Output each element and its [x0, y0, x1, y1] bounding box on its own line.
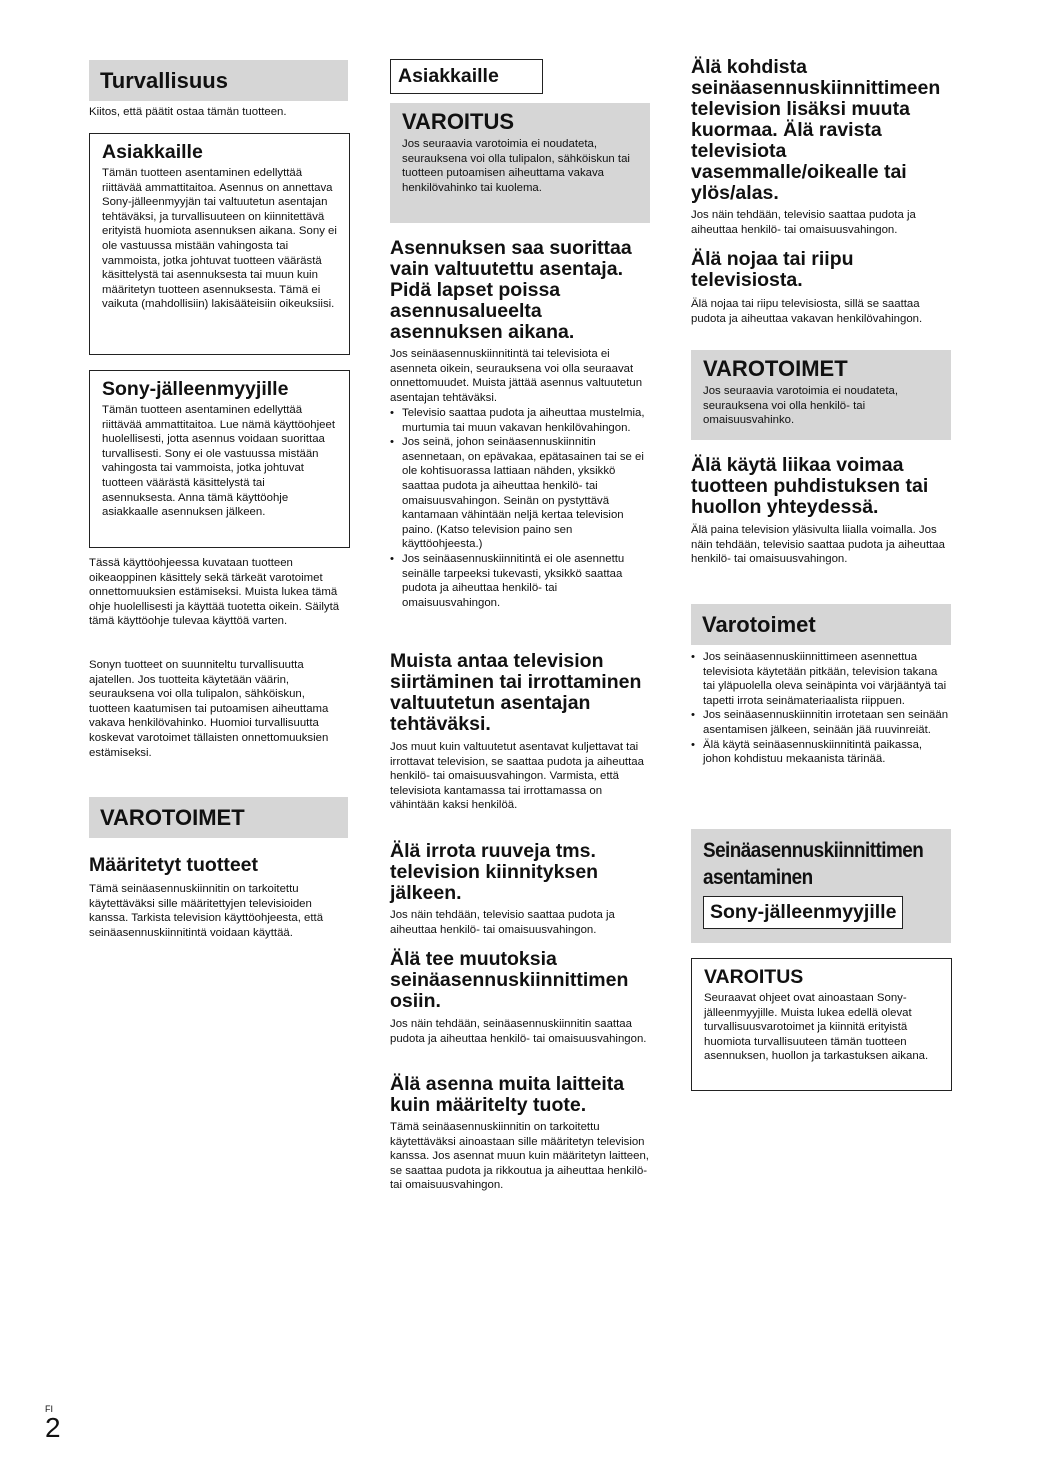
varotoimet-box [691, 350, 951, 440]
varoitus-box-title: VAROITUS [402, 109, 515, 134]
voimaa-heading: Älä käytä liikaa voimaa tuotteen puhdistuksen tai huollon yhteydessä. [691, 454, 929, 518]
sony-box-title: Sony-jälleenmyyjille [102, 378, 289, 400]
asennus-text: Jos seinäasennuskiinnitintä tai televisiota ei asenneta oikein, seurauksena voi olla seuraavat onnettomuudet. Muista jättää asennus valtuutetun asentajan tehtäväksi. [390, 348, 643, 404]
asentaminen-heading-line2: asentaminen [703, 866, 813, 889]
irrota-text: Jos näin tehdään, televisio saattaa pudota ja aiheuttaa henkilö- tai omaisuusvahingon. [390, 909, 615, 936]
varotoimet2-heading: Varotoimet [691, 604, 951, 645]
varoitus-box-2-text: Seuraavat ohjeet ovat ainoastaan Sony-jälleenmyyjille. Muista lukea edellä olevat turvallisuusvarotoimet ja kiinnitä erityistä huomiota turvallisuuteen tämän tuotteen asennuksen, huollon ja tarkastuksen aikana. [704, 992, 929, 1063]
sony-jalleenmyyjille-box [89, 370, 350, 548]
turvallisuus-heading: Turvallisuus [89, 60, 348, 101]
asenna-heading: Älä asenna muita laitteita kuin määritelty tuote. [390, 1073, 625, 1116]
list-item: • Älä käytä seinäasennuskiinnitintä paikassa, johon kohdistuu mekaanista tärinää. [691, 738, 951, 767]
muutoksia-heading: Älä tee muutoksia seinäasennuskiinnittimen osiin. [390, 948, 629, 1012]
muista-text: Jos muut kuin valtuutetut asentavat kuljettavat tai irrottavat television, se saattaa pudota ja aiheuttaa henkilö- tai omaisuusvahingon. Varmista, että televisiota kantamassa tai irrottamassa on vähintään kaksi henkilöä. [390, 741, 644, 812]
maaritetyt-tuotteet-text: Tämä seinäasennuskiinnitin on tarkoitettu käytettäväksi sille määritettyjen televisioiden kanssa. Tarkista television käyttöohjeesta, että seinäasennuskiinnitintä voidaan käyttää. [89, 883, 324, 939]
varotoimet-box-title: VAROTOIMET [703, 356, 848, 381]
muista-heading: Muista antaa television siirtäminen tai irrottaminen valtuutetun asentajan tehtäväksi. [390, 650, 642, 735]
asentaminen-heading-line1: Seinäasennuskiinnittimen [703, 839, 924, 862]
varotoimet-heading: VAROTOIMET [89, 797, 348, 838]
list-item: • Jos seinä, johon seinäasennuskiinnitin asennetaan, on epävakaa, epätasainen tai se ei ole kohtisuorassa lattiaan nähden, yksikkö saattaa pudota ja aiheuttaa henkilö- tai omaisuusvahingon. Seinän on pystyttävä kantamaan vähintään neljä kertaa television paino. (Katso television paino sen käyttöohjeesta.) [390, 435, 650, 552]
asentaminen-header-box [691, 829, 951, 943]
list-item: • Jos seinäasennuskiinnitin irrotetaan sen seinään asentamisen jälkeen, seinään jää ruuvinreiät. [691, 708, 951, 737]
turvallisuus-intro: Kiitos, että päätit ostaa tämän tuotteen. [89, 106, 287, 118]
asennus-heading: Asennuksen saa suorittaa vain valtuutettu asentaja. Pidä lapset poissa asennusalueelta asennuksen aikana. [390, 237, 632, 343]
asiakkaille-box-title: Asiakkaille [102, 141, 203, 163]
kohdista-text: Jos näin tehdään, televisio saattaa pudota ja aiheuttaa henkilö- tai omaisuusvahingon. [691, 209, 916, 236]
page-number-value: 2 [45, 1412, 61, 1443]
list-item: • Jos seinäasennuskiinnittimeen asennettua televisiota käytetään pitkään, television takana tai yläpuolella oleva seinäpinta voi värjääntyä tai tapetti irrota seinämateriaalista riippuen. [691, 650, 951, 708]
muutoksia-text: Jos näin tehdään, seinäasennuskiinnitin saattaa pudota ja aiheuttaa henkilö- tai omaisuusvahingon. [390, 1018, 647, 1045]
kohdista-heading: Älä kohdista seinäasennuskiinnittimeen television lisäksi muuta kuormaa. Älä ravista televisiota vasemmalle/oikealle tai ylös/alas. [691, 56, 941, 204]
list-item: • Jos seinäasennuskiinnitintä ei ole asennettu seinälle tarpeeksi tukevasti, yksikkö saattaa pudota ja aiheuttaa henkilö- tai omaisuusvahingon. [390, 552, 650, 610]
varoitus-box-text: Jos seuraavia varotoimia ei noudateta, seurauksena voi olla tulipalon, sähköiskun tai tuotteen putoamisen aiheuttama vakava henkilövahinko tai kuolema. [402, 138, 630, 194]
varotoimet2-bullet-list [691, 650, 951, 767]
nojaa-text: Älä nojaa tai riipu televisiosta, sillä se saattaa pudota ja aiheuttaa vakavan henkilövahingon. [691, 298, 923, 325]
asennus-bullet-list [390, 406, 650, 610]
varotoimet-box-text: Jos seuraavia varotoimia ei noudateta, seurauksena voi olla henkilö- tai omaisuusvahinko. [703, 385, 899, 426]
sony-box-text: Tämän tuotteen asentaminen edellyttää riittävää ammattitaitoa. Lue nämä käyttöohjeet huolellisesti, jotta asennus voidaan suorittaa turvallisesti. Sony ei ole vastuussa mistään vahingosta tai vammoista, jotka johtuvat tuotteen väärästä käsittelystä tai asennuksesta. Anna tämä käyttöohje asiakkaalle asennuksen jälkeen. [102, 404, 336, 519]
asiakkaille-tag: Asiakkaille [390, 59, 543, 94]
nojaa-heading: Älä nojaa tai riipu televisiosta. [691, 248, 854, 291]
asiakkaille-box [89, 133, 350, 355]
voimaa-text: Älä paina television yläsivulta liialla voimalla. Jos näin tehdään, televisio saattaa pudota ja aiheuttaa henkilö- tai omaisuusvahingon. [691, 524, 945, 566]
intro-paragraph-1: Tässä käyttöohjeessa kuvataan tuotteen oikeaoppinen käsittely sekä tärkeät varotoimet onnettomuuksien estämiseksi. Muista lukea tämä ohje huolellisesti ja käyttää tuotetta oikein. Säilytä tämä käyttöohje tulevaa käyttöä varten. [89, 557, 340, 628]
sony-jalleenmyyjille-tag: Sony-jälleenmyyjille [703, 896, 903, 929]
language-code: FI [45, 1404, 53, 1414]
varoitus-box-2-title: VAROITUS [704, 966, 804, 988]
asenna-text: Tämä seinäasennuskiinnitin on tarkoitettu käytettäväksi ainoastaan sille määritetyn television kanssa. Jos asennat muun kuin määritetyn laitteen, se saattaa pudota ja rikkoutua ja aiheuttaa henkilö- tai omaisuusvahingon. [390, 1121, 649, 1192]
varoitus-box-2 [691, 958, 952, 1091]
intro-paragraph-2: Sonyn tuotteet on suunniteltu turvallisuutta ajatellen. Jos tuotteita käytetään väärin, seurauksena voi olla tulipalon, sähköiskun, tuotteen kaatumisen tai putoamisen aiheuttama vakava henkilövahinko. Huomioi turvallisuutta koskevat varotoimet tällaisten onnettomuuksien estämiseksi. [89, 659, 329, 759]
varoitus-box [390, 103, 650, 223]
maaritetyt-tuotteet-heading: Määritetyt tuotteet [89, 854, 259, 876]
page-number [45, 1404, 61, 1442]
irrota-heading: Älä irrota ruuveja tms. television kiinnityksen jälkeen. [390, 840, 599, 904]
asiakkaille-box-text: Tämän tuotteen asentaminen edellyttää riittävää ammattitaitoa. Asennus on annettava Sony-jälleenmyyjän tai valtuutetun asentajan tehtäväksi, ja turvallisuuteen on kiinnitettävä erityistä huomiota asennuksen aikana. Sony ei ole vastuussa mistään vahingosta tai vammoista, jotka johtuvat tuotteen väärästä käsittelystä tai asennuksesta tai muun kuin määritetyn tuotteen asennuksesta. Tämä ei vaikuta (mahdollisiin) lakisääteisiin oikeuksiisi. [102, 167, 337, 311]
list-item: • Televisio saattaa pudota ja aiheuttaa mustelmia, murtumia tai muun vakavan henkilövahingon. [390, 406, 650, 435]
